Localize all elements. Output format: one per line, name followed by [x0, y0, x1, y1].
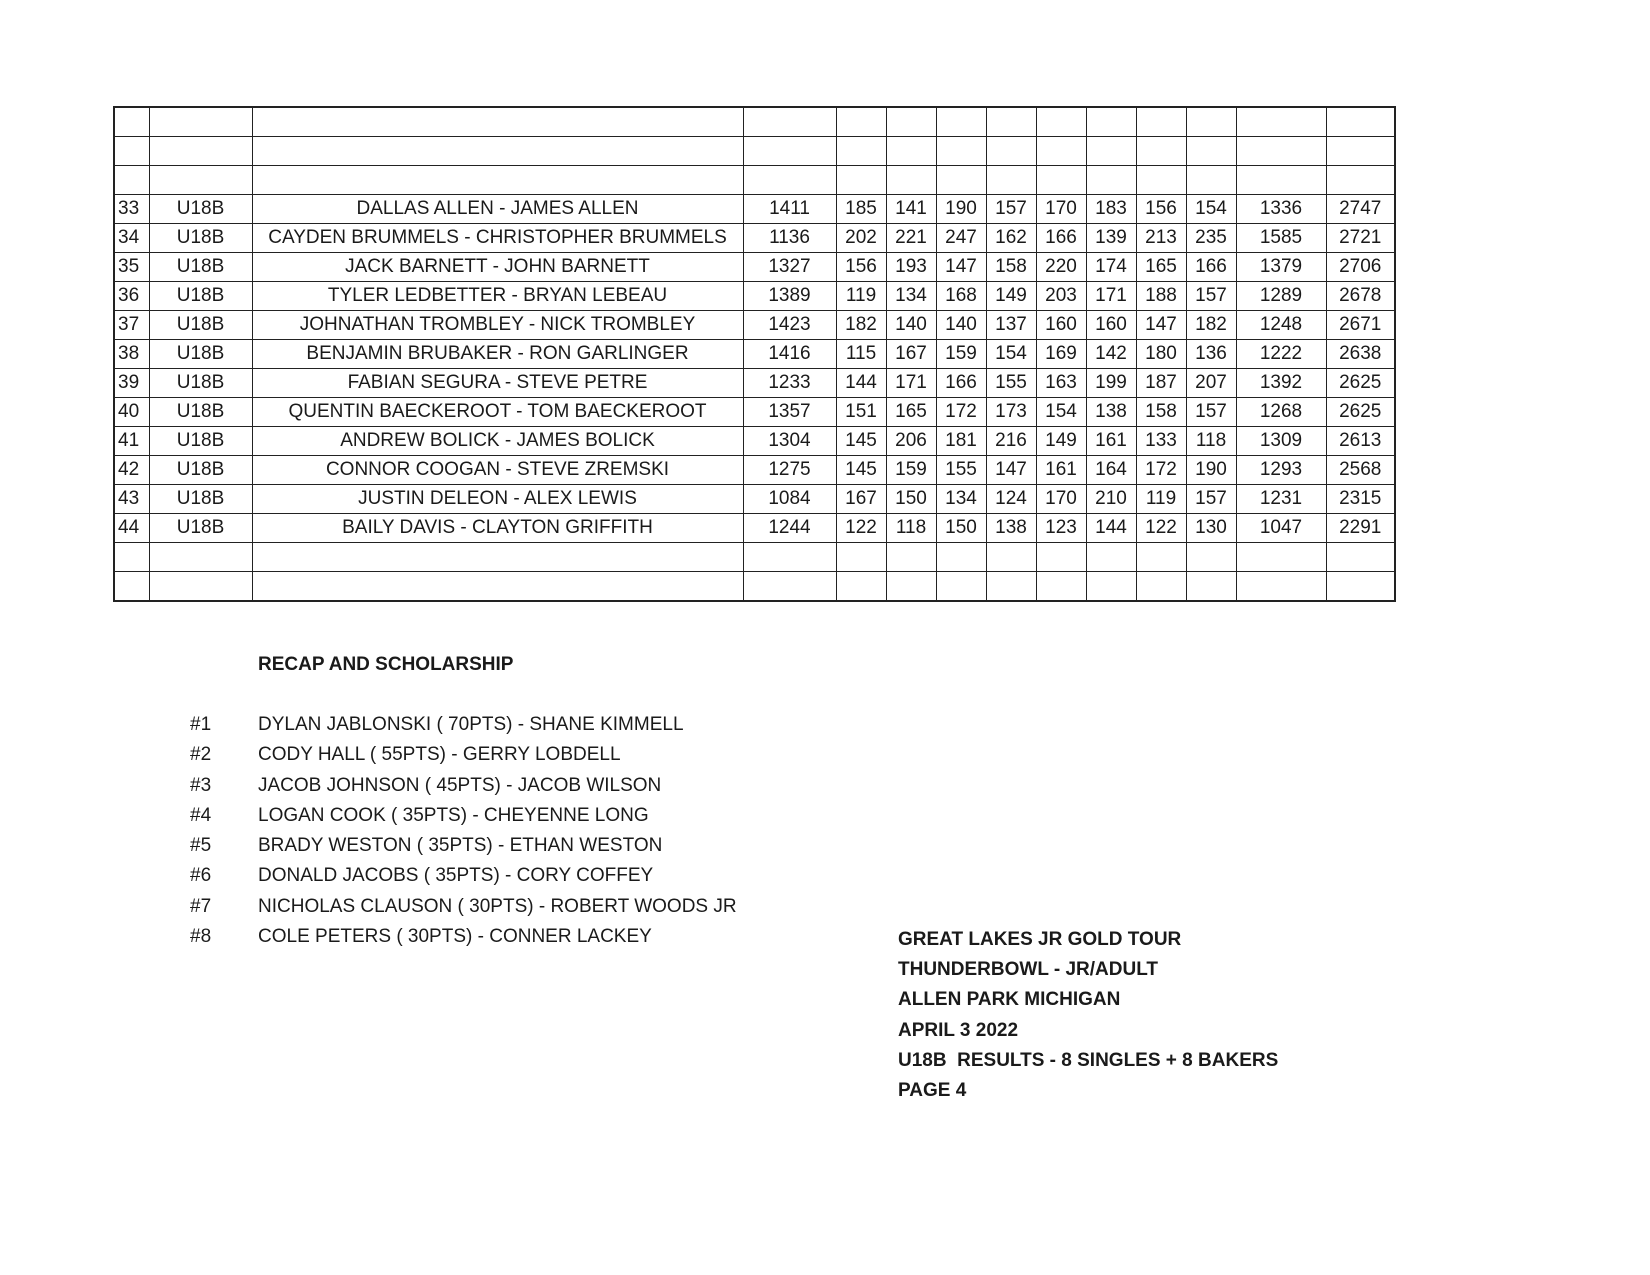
grand-total-cell: 2638 [1326, 340, 1395, 369]
singles-total-cell: 1357 [743, 398, 836, 427]
game-score-cell: 183 [1086, 195, 1136, 224]
empty-cell [114, 137, 149, 166]
empty-cell [743, 572, 836, 602]
game-score-cell: 190 [936, 195, 986, 224]
empty-cell [1086, 543, 1136, 572]
empty-cell [1086, 107, 1136, 137]
game-score-cell: 144 [1086, 514, 1136, 543]
bakers-total-cell: 1309 [1236, 427, 1326, 456]
bakers-total-cell: 1585 [1236, 224, 1326, 253]
bakers-total-cell: 1268 [1236, 398, 1326, 427]
empty-cell [886, 572, 936, 602]
team-cell: JACK BARNETT - JOHN BARNETT [252, 253, 743, 282]
results-table [113, 106, 1396, 602]
game-score-cell: 145 [836, 456, 886, 485]
grand-total-cell: 2671 [1326, 311, 1395, 340]
recap-item [190, 892, 737, 922]
grand-total-cell: 2291 [1326, 514, 1395, 543]
game-score-cell: 167 [886, 340, 936, 369]
recap-winners: COLE PETERS ( 30PTS) - CONNER LACKEY [258, 926, 652, 948]
empty-cell [743, 166, 836, 195]
empty-cell [836, 166, 886, 195]
game-score-cell: 155 [986, 369, 1036, 398]
rank-cell: 34 [114, 224, 149, 253]
grand-total-cell: 2568 [1326, 456, 1395, 485]
singles-total-cell: 1275 [743, 456, 836, 485]
empty-cell [1086, 572, 1136, 602]
game-score-cell: 220 [1036, 253, 1086, 282]
division-cell: U18B [149, 514, 252, 543]
game-score-cell: 182 [836, 311, 886, 340]
rank-cell: 35 [114, 253, 149, 282]
game-score-cell: 216 [986, 427, 1036, 456]
game-score-cell: 164 [1086, 456, 1136, 485]
game-score-cell: 141 [886, 195, 936, 224]
game-score-cell: 180 [1136, 340, 1186, 369]
blank-row [114, 166, 1395, 195]
grand-total-cell: 2625 [1326, 369, 1395, 398]
game-score-cell: 202 [836, 224, 886, 253]
table-row [114, 253, 1395, 282]
team-cell: ANDREW BOLICK - JAMES BOLICK [252, 427, 743, 456]
empty-cell [252, 137, 743, 166]
game-score-cell: 166 [1036, 224, 1086, 253]
empty-cell [743, 137, 836, 166]
division-cell: U18B [149, 340, 252, 369]
game-score-cell: 140 [936, 311, 986, 340]
empty-cell [743, 107, 836, 137]
empty-cell [114, 543, 149, 572]
team-cell: CONNOR COOGAN - STEVE ZREMSKI [252, 456, 743, 485]
game-score-cell: 172 [936, 398, 986, 427]
game-score-cell: 150 [936, 514, 986, 543]
recap-winners: DYLAN JABLONSKI ( 70PTS) - SHANE KIMMELL [258, 714, 684, 735]
recap-winners: NICHOLAS CLAUSON ( 30PTS) - ROBERT WOODS JR [258, 895, 737, 917]
empty-cell [936, 137, 986, 166]
grand-total-cell: 2721 [1326, 224, 1395, 253]
recap-list [190, 710, 737, 952]
game-score-cell: 119 [1136, 485, 1186, 514]
division-cell: U18B [149, 224, 252, 253]
game-score-cell: 149 [986, 282, 1036, 311]
bakers-total-cell: 1289 [1236, 282, 1326, 311]
game-score-cell: 181 [936, 427, 986, 456]
recap-item [190, 771, 737, 801]
empty-cell [1186, 572, 1236, 602]
event-info [898, 925, 1278, 1106]
table-row [114, 311, 1395, 340]
singles-total-cell: 1423 [743, 311, 836, 340]
grand-total-cell: 2747 [1326, 195, 1395, 224]
singles-total-cell: 1304 [743, 427, 836, 456]
empty-cell [936, 166, 986, 195]
rank-cell: 37 [114, 311, 149, 340]
empty-cell [1236, 166, 1326, 195]
grand-total-cell: 2315 [1326, 485, 1395, 514]
table-row [114, 456, 1395, 485]
empty-cell [1036, 543, 1086, 572]
game-score-cell: 160 [1086, 311, 1136, 340]
empty-cell [936, 107, 986, 137]
empty-cell [114, 572, 149, 602]
rank-cell: 43 [114, 485, 149, 514]
game-score-cell: 151 [836, 398, 886, 427]
game-score-cell: 139 [1086, 224, 1136, 253]
game-score-cell: 165 [1136, 253, 1186, 282]
table-row [114, 514, 1395, 543]
empty-cell [1086, 137, 1136, 166]
game-score-cell: 166 [1186, 253, 1236, 282]
empty-cell [114, 166, 149, 195]
recap-place: #1 [190, 714, 212, 735]
game-score-cell: 156 [1136, 195, 1186, 224]
game-score-cell: 144 [836, 369, 886, 398]
event-info-line: ALLEN PARK MICHIGAN [898, 989, 1121, 1011]
table-row [114, 195, 1395, 224]
team-cell: JOHNATHAN TROMBLEY - NICK TROMBLEY [252, 311, 743, 340]
game-score-cell: 122 [836, 514, 886, 543]
singles-total-cell: 1411 [743, 195, 836, 224]
empty-cell [986, 543, 1036, 572]
empty-cell [149, 107, 252, 137]
game-score-cell: 157 [986, 195, 1036, 224]
empty-cell [886, 543, 936, 572]
empty-cell [986, 166, 1036, 195]
rank-cell: 42 [114, 456, 149, 485]
game-score-cell: 149 [1036, 427, 1086, 456]
empty-cell [886, 166, 936, 195]
game-score-cell: 138 [986, 514, 1036, 543]
game-score-cell: 171 [1086, 282, 1136, 311]
results-body [114, 107, 1395, 601]
table-row [114, 369, 1395, 398]
game-score-cell: 190 [1186, 456, 1236, 485]
empty-cell [149, 137, 252, 166]
team-cell: TYLER LEDBETTER - BRYAN LEBEAU [252, 282, 743, 311]
event-info-line: GREAT LAKES JR GOLD TOUR [898, 929, 1182, 950]
grand-total-cell: 2625 [1326, 398, 1395, 427]
recap-winners: DONALD JACOBS ( 35PTS) - CORY COFFEY [258, 865, 654, 887]
game-score-cell: 133 [1136, 427, 1186, 456]
recap-place: #5 [190, 835, 212, 857]
game-score-cell: 115 [836, 340, 886, 369]
team-cell: JUSTIN DELEON - ALEX LEWIS [252, 485, 743, 514]
blank-row [114, 107, 1395, 137]
singles-total-cell: 1244 [743, 514, 836, 543]
rank-cell: 40 [114, 398, 149, 427]
division-cell: U18B [149, 398, 252, 427]
table-row [114, 282, 1395, 311]
empty-cell [886, 137, 936, 166]
game-score-cell: 124 [986, 485, 1036, 514]
game-score-cell: 156 [836, 253, 886, 282]
team-cell: CAYDEN BRUMMELS - CHRISTOPHER BRUMMELS [252, 224, 743, 253]
team-cell: QUENTIN BAECKEROOT - TOM BAECKEROOT [252, 398, 743, 427]
division-cell: U18B [149, 253, 252, 282]
recap-heading: RECAP AND SCHOLARSHIP [258, 654, 514, 675]
game-score-cell: 147 [1136, 311, 1186, 340]
game-score-cell: 159 [936, 340, 986, 369]
empty-cell [1136, 166, 1186, 195]
bakers-total-cell: 1293 [1236, 456, 1326, 485]
table-row [114, 224, 1395, 253]
recap-item [190, 922, 737, 952]
team-cell: BENJAMIN BRUBAKER - RON GARLINGER [252, 340, 743, 369]
grand-total-cell: 2678 [1326, 282, 1395, 311]
bakers-total-cell: 1248 [1236, 311, 1326, 340]
singles-total-cell: 1136 [743, 224, 836, 253]
empty-cell [1186, 107, 1236, 137]
game-score-cell: 168 [936, 282, 986, 311]
empty-cell [252, 543, 743, 572]
recap-place: #6 [190, 865, 212, 887]
empty-cell [1136, 137, 1186, 166]
bakers-total-cell: 1047 [1236, 514, 1326, 543]
game-score-cell: 210 [1086, 485, 1136, 514]
empty-cell [1186, 137, 1236, 166]
recap-item [190, 861, 737, 891]
game-score-cell: 134 [886, 282, 936, 311]
game-score-cell: 118 [886, 514, 936, 543]
game-score-cell: 174 [1086, 253, 1136, 282]
game-score-cell: 130 [1186, 514, 1236, 543]
game-score-cell: 119 [836, 282, 886, 311]
table-row [114, 485, 1395, 514]
division-cell: U18B [149, 195, 252, 224]
empty-cell [1136, 107, 1186, 137]
recap-winners: LOGAN COOK ( 35PTS) - CHEYENNE LONG [258, 804, 649, 826]
rank-cell: 41 [114, 427, 149, 456]
empty-cell [886, 107, 936, 137]
empty-cell [149, 572, 252, 602]
recap-item [190, 710, 737, 740]
empty-cell [1036, 107, 1086, 137]
game-score-cell: 157 [1186, 398, 1236, 427]
team-cell: DALLAS ALLEN - JAMES ALLEN [252, 195, 743, 224]
empty-cell [1036, 166, 1086, 195]
game-score-cell: 134 [936, 485, 986, 514]
rank-cell: 38 [114, 340, 149, 369]
blank-row [114, 137, 1395, 166]
event-info-line: PAGE 4 [898, 1079, 967, 1101]
empty-cell [1326, 137, 1395, 166]
singles-total-cell: 1084 [743, 485, 836, 514]
game-score-cell: 221 [886, 224, 936, 253]
empty-cell [986, 572, 1036, 602]
empty-cell [986, 137, 1036, 166]
bakers-total-cell: 1231 [1236, 485, 1326, 514]
empty-cell [1036, 137, 1086, 166]
recap-winners: JACOB JOHNSON ( 45PTS) - JACOB WILSON [258, 774, 662, 796]
game-score-cell: 203 [1036, 282, 1086, 311]
table-row [114, 398, 1395, 427]
game-score-cell: 161 [1036, 456, 1086, 485]
game-score-cell: 157 [1186, 485, 1236, 514]
team-cell: BAILY DAVIS - CLAYTON GRIFFITH [252, 514, 743, 543]
game-score-cell: 163 [1036, 369, 1086, 398]
division-cell: U18B [149, 427, 252, 456]
game-score-cell: 165 [886, 398, 936, 427]
rank-cell: 36 [114, 282, 149, 311]
singles-total-cell: 1389 [743, 282, 836, 311]
division-cell: U18B [149, 369, 252, 398]
game-score-cell: 206 [886, 427, 936, 456]
empty-cell [1236, 572, 1326, 602]
grand-total-cell: 2613 [1326, 427, 1395, 456]
game-score-cell: 150 [886, 485, 936, 514]
game-score-cell: 193 [886, 253, 936, 282]
blank-row [114, 543, 1395, 572]
game-score-cell: 155 [936, 456, 986, 485]
empty-cell [1186, 166, 1236, 195]
singles-total-cell: 1233 [743, 369, 836, 398]
game-score-cell: 199 [1086, 369, 1136, 398]
recap-place: #8 [190, 926, 212, 948]
bakers-total-cell: 1222 [1236, 340, 1326, 369]
empty-cell [1236, 107, 1326, 137]
game-score-cell: 172 [1136, 456, 1186, 485]
game-score-cell: 170 [1036, 485, 1086, 514]
game-score-cell: 160 [1036, 311, 1086, 340]
division-cell: U18B [149, 311, 252, 340]
recap-place: #4 [190, 804, 212, 826]
game-score-cell: 158 [1136, 398, 1186, 427]
empty-cell [936, 543, 986, 572]
game-score-cell: 162 [986, 224, 1036, 253]
empty-cell [936, 572, 986, 602]
event-info-line: APRIL 3 2022 [898, 1019, 1019, 1041]
rank-cell: 44 [114, 514, 149, 543]
empty-cell [836, 572, 886, 602]
recap-winners: BRADY WESTON ( 35PTS) - ETHAN WESTON [258, 835, 663, 857]
game-score-cell: 147 [986, 456, 1036, 485]
empty-cell [149, 166, 252, 195]
recap-place: #3 [190, 774, 212, 796]
empty-cell [252, 107, 743, 137]
rank-cell: 33 [114, 195, 149, 224]
game-score-cell: 157 [1186, 282, 1236, 311]
empty-cell [986, 107, 1036, 137]
team-cell: FABIAN SEGURA - STEVE PETRE [252, 369, 743, 398]
game-score-cell: 142 [1086, 340, 1136, 369]
game-score-cell: 171 [886, 369, 936, 398]
game-score-cell: 123 [1036, 514, 1086, 543]
event-info-line: U18B RESULTS - 8 SINGLES + 8 BAKERS [898, 1049, 1279, 1071]
recap-place: #7 [190, 895, 212, 917]
game-score-cell: 166 [936, 369, 986, 398]
recap-item [190, 831, 737, 861]
game-score-cell: 169 [1036, 340, 1086, 369]
game-score-cell: 167 [836, 485, 886, 514]
game-score-cell: 154 [986, 340, 1036, 369]
game-score-cell: 173 [986, 398, 1036, 427]
singles-total-cell: 1416 [743, 340, 836, 369]
empty-cell [836, 107, 886, 137]
grand-total-cell: 2706 [1326, 253, 1395, 282]
empty-cell [1036, 572, 1086, 602]
recap-item [190, 801, 737, 831]
empty-cell [743, 543, 836, 572]
event-info-line: THUNDERBOWL - JR/ADULT [898, 959, 1158, 981]
game-score-cell: 138 [1086, 398, 1136, 427]
empty-cell [836, 137, 886, 166]
empty-cell [1136, 572, 1186, 602]
game-score-cell: 235 [1186, 224, 1236, 253]
empty-cell [1236, 543, 1326, 572]
rank-cell: 39 [114, 369, 149, 398]
game-score-cell: 247 [936, 224, 986, 253]
division-cell: U18B [149, 282, 252, 311]
game-score-cell: 159 [886, 456, 936, 485]
empty-cell [836, 543, 886, 572]
empty-cell [252, 166, 743, 195]
bakers-total-cell: 1379 [1236, 253, 1326, 282]
empty-cell [1186, 543, 1236, 572]
empty-cell [1136, 543, 1186, 572]
singles-total-cell: 1327 [743, 253, 836, 282]
game-score-cell: 158 [986, 253, 1036, 282]
game-score-cell: 182 [1186, 311, 1236, 340]
game-score-cell: 187 [1136, 369, 1186, 398]
game-score-cell: 122 [1136, 514, 1186, 543]
game-score-cell: 154 [1036, 398, 1086, 427]
game-score-cell: 145 [836, 427, 886, 456]
recap-item [190, 740, 737, 770]
empty-cell [1326, 166, 1395, 195]
game-score-cell: 207 [1186, 369, 1236, 398]
recap-winners: CODY HALL ( 55PTS) - GERRY LOBDELL [258, 744, 621, 766]
game-score-cell: 140 [886, 311, 936, 340]
division-cell: U18B [149, 485, 252, 514]
game-score-cell: 161 [1086, 427, 1136, 456]
game-score-cell: 137 [986, 311, 1036, 340]
empty-cell [1326, 572, 1395, 602]
table-row [114, 340, 1395, 369]
empty-cell [1326, 107, 1395, 137]
game-score-cell: 136 [1186, 340, 1236, 369]
game-score-cell: 118 [1186, 427, 1236, 456]
game-score-cell: 147 [936, 253, 986, 282]
empty-cell [114, 107, 149, 137]
game-score-cell: 170 [1036, 195, 1086, 224]
game-score-cell: 213 [1136, 224, 1186, 253]
recap-place: #2 [190, 744, 212, 766]
game-score-cell: 154 [1186, 195, 1236, 224]
empty-cell [1326, 543, 1395, 572]
blank-row [114, 572, 1395, 602]
empty-cell [252, 572, 743, 602]
table-row [114, 427, 1395, 456]
game-score-cell: 188 [1136, 282, 1186, 311]
empty-cell [149, 543, 252, 572]
division-cell: U18B [149, 456, 252, 485]
empty-cell [1236, 137, 1326, 166]
bakers-total-cell: 1392 [1236, 369, 1326, 398]
empty-cell [1086, 166, 1136, 195]
bakers-total-cell: 1336 [1236, 195, 1326, 224]
game-score-cell: 185 [836, 195, 886, 224]
